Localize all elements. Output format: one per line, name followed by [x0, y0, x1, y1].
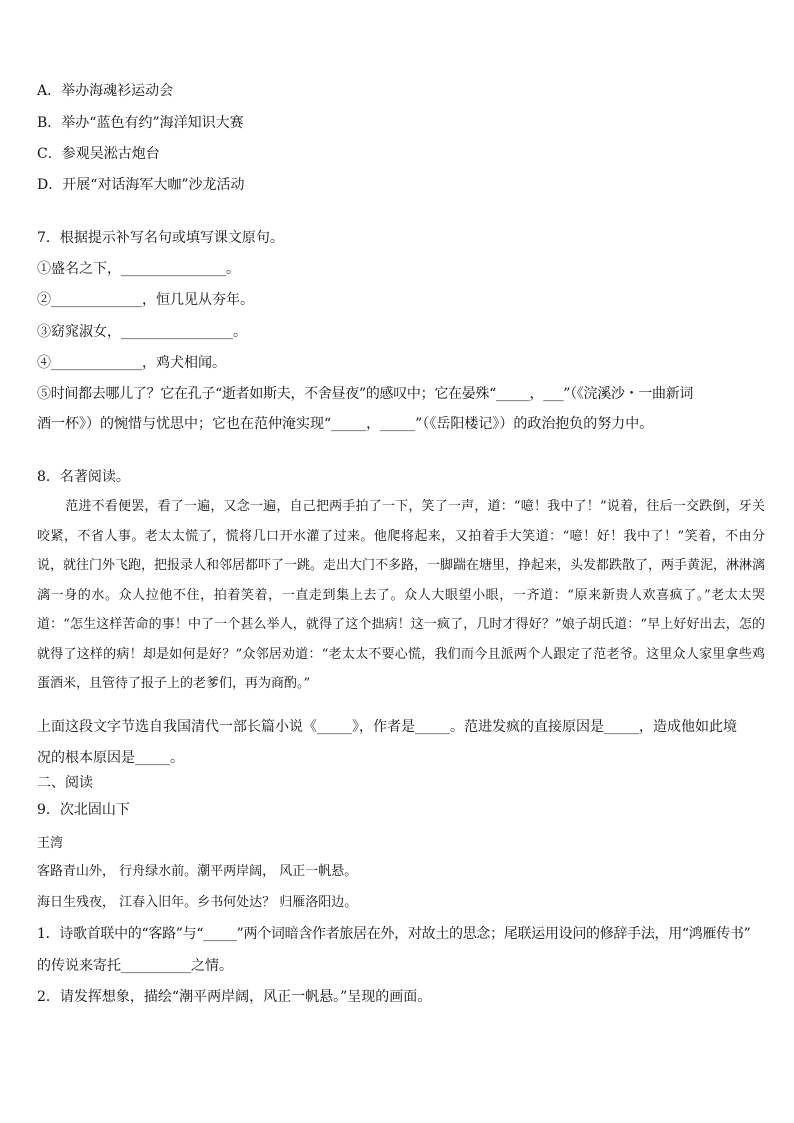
question-7-title: 7．根据提示补写名句或填写课文原句。 [37, 230, 284, 246]
question-7-item-1: ①盛名之下，_______________。 [37, 261, 240, 277]
option-b: B．举办“蓝色有约”海洋知识大赛 [37, 115, 244, 131]
option-a: A．举办海魂衫运动会 [37, 83, 174, 99]
section-heading: 二、阅读 [37, 775, 93, 791]
poem-line-1: 客路青山外， 行舟绿水前。潮平两岸阔， 风正一帆悬。 [37, 864, 358, 879]
option-c: C．参观吴淞古炮台 [37, 146, 160, 162]
question-9-title: 9．次北固山下 [37, 802, 130, 818]
question-7-item-2: ②_____________，恒几见从夯年。 [37, 292, 254, 308]
question-7-item-5-line-1: ⑤时间都去哪儿了？它在孔子“逝者如斯夫，不舍昼夜”的感叹中；它在晏殊“_____，___”（《浣溪沙・一曲新词 [37, 386, 694, 402]
question-9-sub-1-line-1: 1．诗歌首联中的“客路”与“_____”两个词暗含作者旅居在外，对故土的思念；尾联运用设问的修辞手法，用“鸿雁传书” [37, 926, 751, 942]
question-9-sub-2: 2．请发挥想象，描绘“潮平两岸阔，风正一帆悬。”呈现的画面。 [37, 989, 432, 1005]
question-8-prompt-line-2: 况的根本原因是_____。 [37, 750, 184, 766]
question-7-item-5-line-2: 酒一杯》）的惋惜与忧思中；它也在范仲淹实现“_____，_____”（《岳阳楼记》）的政治抱负的努力中。 [37, 416, 654, 432]
question-7-item-3: ③窈窕淑女，________________。 [37, 324, 247, 340]
question-8-prompt-line-1: 上面这段文字节选自我国清代一部长篇小说《_____》，作者是_____。范进发疯的直接原因是_____，造成他如此境 [37, 719, 737, 735]
novel-excerpt [37, 492, 765, 699]
question-8-title: 8．名著阅读。 [37, 469, 130, 485]
question-9-sub-1-line-2: 的传说来寄托__________之情。 [37, 958, 233, 974]
poem-line-2: 海日生残夜， 江春入旧年。乡书何处达？ 归雁洛阳边。 [37, 895, 358, 910]
question-7-item-4: ④_____________，鸡犬相闻。 [37, 355, 226, 371]
novel-excerpt-text: 范进不看便罢，看了一遍，又念一遍，自己把两手拍了一下，笑了一声，道：“噫！我中了！”说着，往后一交跌倒，牙关咬紧，不省人事。老太太慌了，慌将几口开水灌了过来。他爬将起来，又拍着手大笑道：“噫！好！我中了！”笑着，不由分说，就往门外飞跑，把报录人和邻居都吓了一跳。走出大门不多路，一脚踹在塘里，挣起来，头发都跌散了，两手黄泥，淋淋漓漓一身的水。众人拉他不住，拍着笑着，一直走到集上去了。众人大眼望小眼，一齐道：“原来新贵人欢喜疯了。”老太太哭道：“怎生这样苦命的事！中了一个甚么举人，就得了这个拙病！这一疯了，几时才得好？”娘子胡氏道：“早上好好出去，怎的就得了这样的病！却是如何是好？”众邻居劝道：“老太太不要心慌，我们而今且派两个人跟定了范老爷。这里众人家里拿些鸡蛋酒米，且管待了报子上的老爹们，再为商酌。” [37, 499, 766, 691]
option-d: D．开展“对话海军大咖”沙龙活动 [37, 177, 245, 193]
poem-author: 王湾 [37, 836, 64, 851]
